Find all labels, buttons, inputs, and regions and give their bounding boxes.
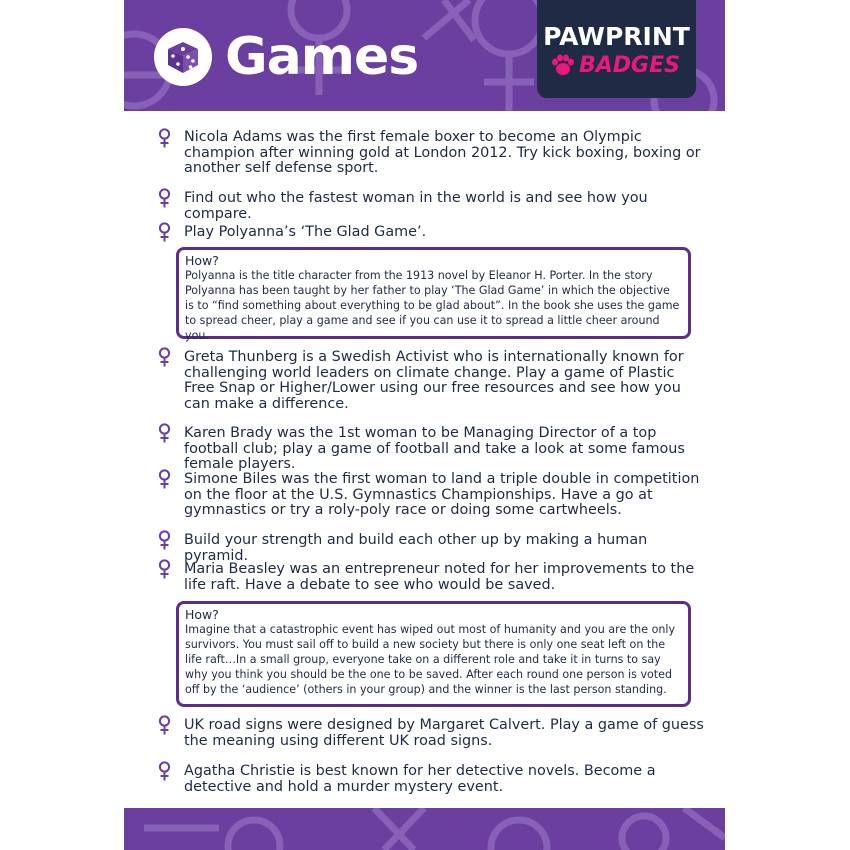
female-symbol-icon — [158, 128, 171, 148]
how-box — [176, 247, 691, 343]
female-symbol-icon — [158, 715, 171, 735]
footer-banner — [124, 808, 725, 850]
female-symbol-icon — [158, 530, 171, 550]
list-item: Simone Biles was the first woman to land a triple double in competition on the floor at the U.S. Gymnastics Championships. Have a go at gymnastics or try a roly-poly race or doing some cartwheels. — [184, 471, 700, 518]
list-item: Play Polyanna’s ‘The Glad Game’. — [184, 224, 427, 240]
how-heading: How? — [185, 253, 219, 268]
header-banner — [124, 0, 725, 111]
page — [124, 0, 725, 850]
how-heading: How? — [185, 607, 219, 622]
female-symbol-icon — [158, 347, 171, 367]
female-symbol-pattern — [124, 808, 725, 850]
logo-text-top: PAWPRINT — [543, 22, 690, 51]
list-item: Greta Thunberg is a Swedish Activist who is internationally known for challenging world leaders on climate change. Play a game of Plastic Free Snap or Higher/Lower using our free resources and see how you can make a difference. — [184, 349, 684, 412]
list-item: Find out who the fastest woman in the world is and see how you compare. — [184, 190, 648, 222]
list-item: UK road signs were designed by Margaret Calvert. Play a game of guess the meaning using different UK road signs. — [184, 717, 704, 749]
how-box — [176, 601, 691, 707]
page-title: Games — [225, 27, 419, 87]
how-text: Polyanna is the title character from the 1913 novel by Eleanor H. Porter. In the story Polyanna has been taught by her father to play ‘The Glad Game’ in which the objective is to “find something about everything to be glad about”. In the book she uses the game to spread cheer, play a game and see if you can use it to spread a little cheer around you. — [185, 269, 680, 343]
list-item: Karen Brady was the 1st woman to be Managing Director of a top football club; play a game of football and take a look at some famous female players. — [184, 425, 685, 472]
female-symbol-icon — [158, 469, 171, 489]
female-symbol-icon — [158, 559, 171, 579]
list-item: Agatha Christie is best known for her detective novels. Become a detective and hold a murder mystery event. — [184, 763, 656, 795]
list-item: Nicola Adams was the first female boxer to become an Olympic champion after winning gold at London 2012. Try kick boxing, boxing or another self defense sport. — [184, 129, 701, 176]
list-item: Maria Beasley was an entrepreneur noted for her improvements to the life raft. Have a debate to see who would be saved. — [184, 561, 695, 593]
dice-icon — [166, 40, 200, 74]
logo-text-bottom: BADGES — [579, 53, 680, 78]
list-item: Build your strength and build each other up by making a human pyramid. — [184, 532, 648, 564]
paw-icon — [551, 54, 575, 76]
logo-bottom-row — [551, 52, 691, 80]
pawprint-badges-logo — [537, 0, 696, 98]
female-symbol-icon — [158, 188, 171, 208]
dice-badge — [154, 28, 212, 86]
how-text: Imagine that a catastrophic event has wiped out most of humanity and you are the only survivors. You must sail off to build a new society but there is only one seat left on the life raft…In a small group, everyone take on a different role and take it in turns to say why you think you should be the one to be saved. After each round one person is voted off by the ‘audience’ (others in your group) and the winner is the last person standing. — [185, 623, 676, 697]
female-symbol-icon — [158, 761, 171, 781]
female-symbol-icon — [158, 222, 171, 242]
female-symbol-icon — [158, 423, 171, 443]
